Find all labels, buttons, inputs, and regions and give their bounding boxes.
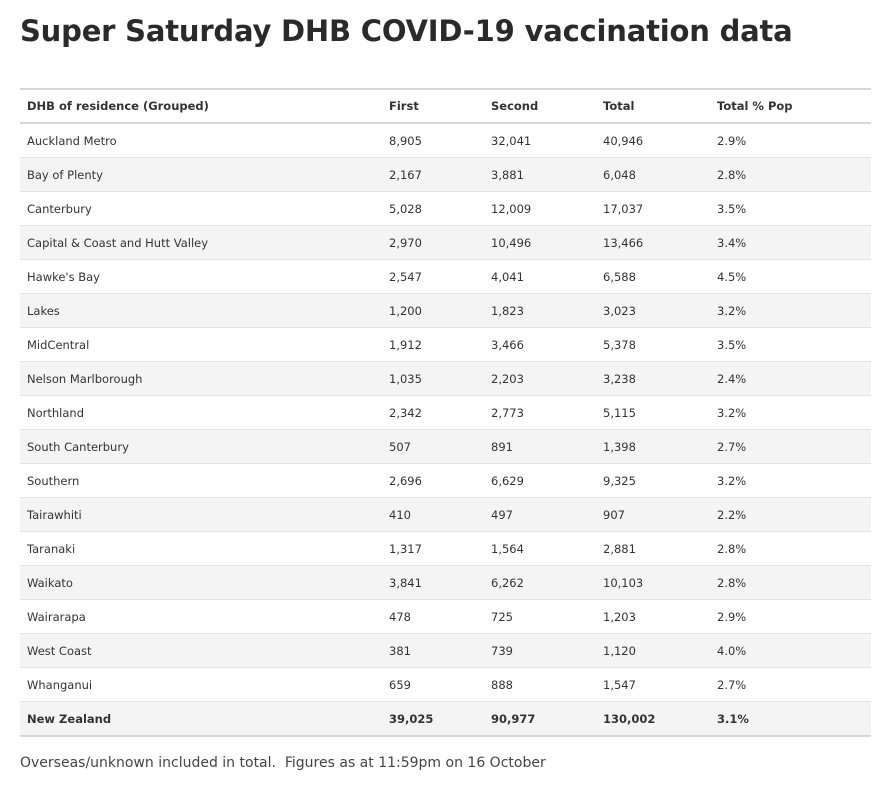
table-body [20,123,871,736]
total-cell-second: 90,977 [484,702,596,737]
table-cell-second: 6,262 [484,566,596,600]
table-cell-second: 10,496 [484,226,596,260]
table-cell-total: 9,325 [596,464,710,498]
table-row [20,294,871,328]
table-cell-dhb: Hawke's Bay [20,260,382,294]
table-cell-second: 3,881 [484,158,596,192]
table-cell-total-pct-pop: 2.8% [710,532,871,566]
table-row [20,396,871,430]
table-cell-second: 2,773 [484,396,596,430]
column-header-second: Second [491,99,539,113]
table-cell-total-pct-pop: 2.9% [710,123,871,158]
table-cell-dhb: Auckland Metro [20,123,382,158]
column-header-first: First [389,99,419,113]
table-cell-first: 2,342 [382,396,484,430]
table-cell-first: 1,317 [382,532,484,566]
table-cell-total: 1,203 [596,600,710,634]
table-cell-second: 2,203 [484,362,596,396]
total-cell-total-pct-pop: 3.1% [710,702,871,737]
table-cell-total: 1,120 [596,634,710,668]
table-cell-second: 4,041 [484,260,596,294]
table-cell-dhb: Nelson Marlborough [20,362,382,396]
table-cell-total-pct-pop: 3.2% [710,396,871,430]
page-title: Super Saturday DHB COVID-19 vaccination data [20,14,793,48]
table-row [20,634,871,668]
table-cell-dhb: South Canterbury [20,430,382,464]
table-cell-total-pct-pop: 3.5% [710,328,871,362]
table-cell-total-pct-pop: 4.5% [710,260,871,294]
header-row [20,89,871,123]
table-cell-total: 5,378 [596,328,710,362]
table-cell-first: 478 [382,600,484,634]
table-cell-total: 3,023 [596,294,710,328]
table-cell-second: 888 [484,668,596,702]
table-cell-first: 381 [382,634,484,668]
table-cell-dhb: West Coast [20,634,382,668]
table-cell-total-pct-pop: 4.0% [710,634,871,668]
total-cell-dhb: New Zealand [20,702,382,737]
table-cell-first: 410 [382,498,484,532]
table-cell-second: 497 [484,498,596,532]
table-cell-second: 739 [484,634,596,668]
table-cell-total-pct-pop: 3.2% [710,294,871,328]
table-cell-total: 40,946 [596,123,710,158]
table-cell-total-pct-pop: 2.4% [710,362,871,396]
total-cell-first: 39,025 [382,702,484,737]
table-cell-dhb: Whanganui [20,668,382,702]
table-cell-total-pct-pop: 2.2% [710,498,871,532]
table-cell-total: 6,588 [596,260,710,294]
table-cell-dhb: Wairarapa [20,600,382,634]
table-cell-total: 1,398 [596,430,710,464]
table-cell-dhb: Northland [20,396,382,430]
table-cell-total: 10,103 [596,566,710,600]
table-row [20,566,871,600]
table-cell-second: 12,009 [484,192,596,226]
table-cell-total: 3,238 [596,362,710,396]
table-cell-first: 2,547 [382,260,484,294]
table-cell-total-pct-pop: 2.7% [710,430,871,464]
table-header [20,89,871,123]
table-cell-first: 1,200 [382,294,484,328]
vaccination-table [20,88,871,737]
table-cell-total-pct-pop: 3.4% [710,226,871,260]
table-row [20,668,871,702]
table-cell-first: 659 [382,668,484,702]
vaccination-table-container [20,88,871,737]
table-row [20,260,871,294]
table-cell-first: 5,028 [382,192,484,226]
table-cell-total: 1,547 [596,668,710,702]
column-header-total: Total [603,99,635,113]
table-cell-dhb: Tairawhiti [20,498,382,532]
table-row [20,123,871,158]
table-cell-total: 13,466 [596,226,710,260]
table-cell-second: 1,564 [484,532,596,566]
table-row [20,600,871,634]
table-row [20,498,871,532]
table-cell-total-pct-pop: 2.9% [710,600,871,634]
table-row [20,362,871,396]
table-cell-total: 5,115 [596,396,710,430]
table-cell-second: 891 [484,430,596,464]
table-cell-dhb: Capital & Coast and Hutt Valley [20,226,382,260]
table-row [20,192,871,226]
table-cell-total-pct-pop: 3.2% [710,464,871,498]
table-cell-total-pct-pop: 2.7% [710,668,871,702]
table-cell-first: 1,912 [382,328,484,362]
table-row [20,158,871,192]
table-cell-dhb: Canterbury [20,192,382,226]
table-cell-total: 17,037 [596,192,710,226]
table-cell-second: 725 [484,600,596,634]
table-cell-first: 1,035 [382,362,484,396]
table-cell-dhb: Southern [20,464,382,498]
table-cell-second: 6,629 [484,464,596,498]
table-cell-second: 32,041 [484,123,596,158]
table-cell-first: 507 [382,430,484,464]
table-cell-second: 3,466 [484,328,596,362]
table-cell-total-pct-pop: 3.5% [710,192,871,226]
column-header-dhb: DHB of residence (Grouped) [27,99,209,113]
table-cell-total: 2,881 [596,532,710,566]
column-header-total-pct-pop: Total % Pop [717,99,793,113]
table-row [20,226,871,260]
table-cell-dhb: Waikato [20,566,382,600]
table-cell-second: 1,823 [484,294,596,328]
table-cell-dhb: Bay of Plenty [20,158,382,192]
table-cell-first: 2,696 [382,464,484,498]
table-cell-dhb: Taranaki [20,532,382,566]
table-cell-first: 2,970 [382,226,484,260]
table-cell-total-pct-pop: 2.8% [710,158,871,192]
table-cell-total: 907 [596,498,710,532]
table-row [20,464,871,498]
table-row [20,430,871,464]
table-cell-total-pct-pop: 2.8% [710,566,871,600]
table-cell-total: 6,048 [596,158,710,192]
table-row [20,328,871,362]
footnote: Overseas/unknown included in total. Figures as at 11:59pm on 16 October [20,755,546,771]
total-row [20,702,871,737]
table-cell-dhb: MidCentral [20,328,382,362]
table-cell-first: 8,905 [382,123,484,158]
table-cell-first: 3,841 [382,566,484,600]
table-cell-first: 2,167 [382,158,484,192]
table-row [20,532,871,566]
table-cell-dhb: Lakes [20,294,382,328]
total-cell-total: 130,002 [596,702,710,737]
